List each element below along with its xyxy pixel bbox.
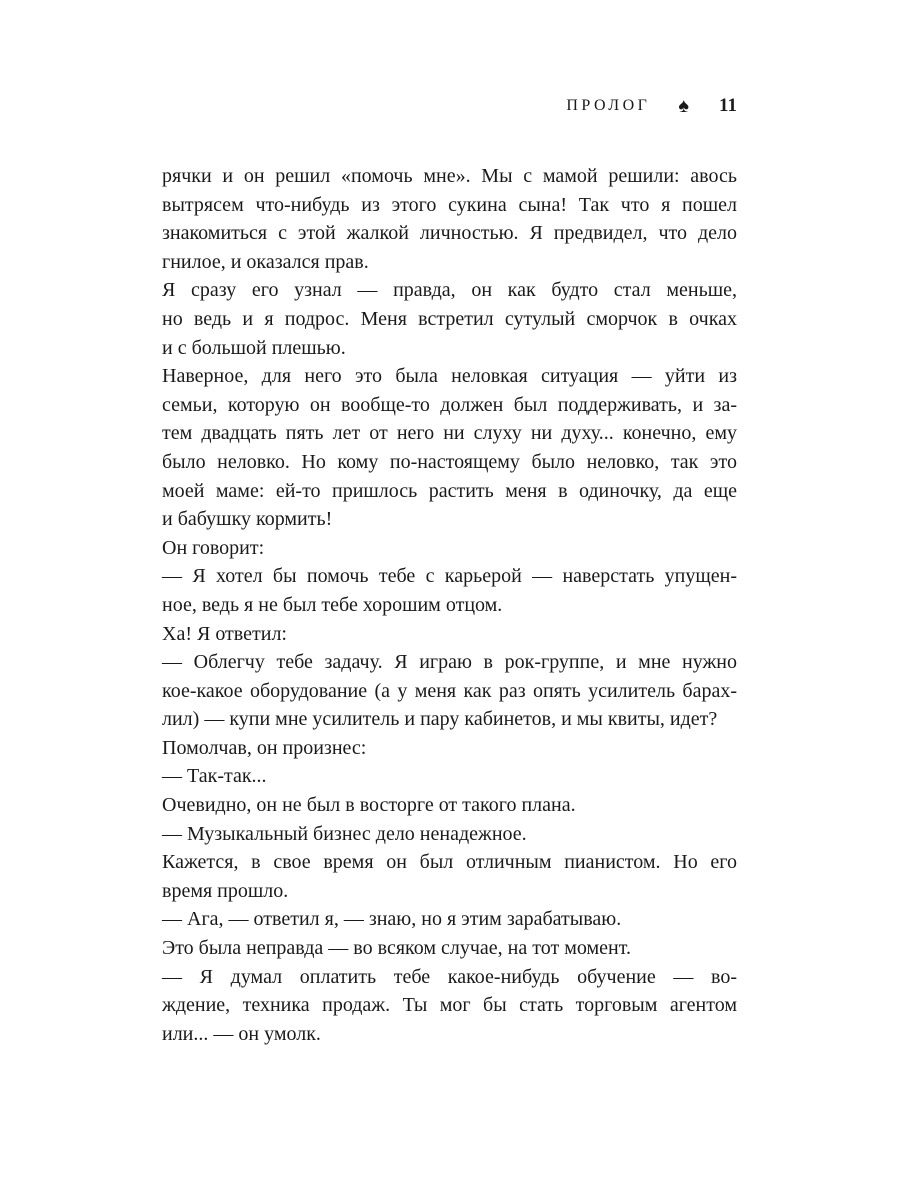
paragraph <box>162 362 737 534</box>
text-line: знакомиться с этой жалкой личностью. Я предвидел, что дело <box>162 222 737 245</box>
running-head <box>566 95 737 117</box>
paragraph <box>162 963 737 1049</box>
text-line: — Я думал оплатить тебе какое-нибудь обучение — во- <box>162 965 737 988</box>
text-line: кое-какое оборудование (а у меня как раз опять усилитель барах- <box>162 679 737 702</box>
text-line: моей маме: ей-то пришлось растить меня в одиночку, да еще <box>162 479 737 502</box>
paragraph <box>162 934 737 963</box>
text-line: время прошло. <box>162 879 289 902</box>
paragraph <box>162 762 737 791</box>
paragraph <box>162 620 737 649</box>
text-line: рячки и он решил «помочь мне». Мы с мамой решили: авось <box>162 165 737 187</box>
text-line: ждение, техника продаж. Ты мог бы стать торговым агентом <box>162 994 737 1017</box>
paragraph <box>162 276 737 362</box>
page-number: 11 <box>719 95 737 116</box>
text-line: — Ага, — ответил я, — знаю, но я этим зарабатываю. <box>162 908 622 931</box>
paragraph <box>162 734 737 763</box>
text-line: Помолчав, он произнес: <box>162 736 367 759</box>
text-line: Ха! Я ответил: <box>162 622 287 645</box>
paragraph <box>162 848 737 905</box>
text-line: — Так-так... <box>162 765 267 788</box>
paragraph <box>162 905 737 934</box>
paragraph <box>162 534 737 563</box>
text-line: Очевидно, он не был в восторге от такого плана. <box>162 794 576 817</box>
text-line: или... — он умолк. <box>162 1022 321 1045</box>
paragraph <box>162 820 737 849</box>
spade-icon: ♠ <box>678 95 690 117</box>
text-line: но ведь и я подрос. Меня встретил сутулый сморчок в очках <box>162 307 737 330</box>
text-line: вытрясем что-нибудь из этого сукина сына! Так что я пошел <box>162 193 737 216</box>
paragraph <box>162 791 737 820</box>
paragraph <box>162 562 737 619</box>
text-line: — Я хотел бы помочь тебе с карьерой — наверстать упущен- <box>162 565 737 588</box>
text-line: Я сразу его узнал — правда, он как будто стал меньше, <box>162 279 737 302</box>
text-line: и бабушку кормить! <box>162 508 333 531</box>
text-line: ное, ведь я не был тебе хорошим отцом. <box>162 593 503 616</box>
text-line: гнилое, и оказался прав. <box>162 250 369 273</box>
text-line: Кажется, в свое время он был отличным пианистом. Но его <box>162 851 737 874</box>
text-line: — Облегчу тебе задачу. Я играю в рок-группе, и мне нужно <box>162 651 737 674</box>
section-title: ПРОЛОГ <box>566 97 651 114</box>
text-line: Наверное, для него это была неловкая ситуация — уйти из <box>162 365 737 388</box>
body-text <box>162 162 737 1048</box>
text-line: и с большой плешью. <box>162 336 346 359</box>
text-line: лил) — купи мне усилитель и пару кабинетов, и мы квиты, идет? <box>162 708 718 731</box>
text-line: было неловко. Но кому по-настоящему было неловко, так это <box>162 450 737 473</box>
text-line: — Музыкальный бизнес дело ненадежное. <box>162 822 527 845</box>
text-line: семьи, которую он вообще-то должен был поддерживать, и за- <box>162 393 737 416</box>
text-line: Это была неправда — во всяком случае, на тот момент. <box>162 937 631 960</box>
paragraph <box>162 648 737 734</box>
text-line: тем двадцать пять лет от него ни слуху ни духу... конечно, ему <box>162 422 737 445</box>
paragraph <box>162 162 737 276</box>
text-line: Он говорит: <box>162 536 265 559</box>
